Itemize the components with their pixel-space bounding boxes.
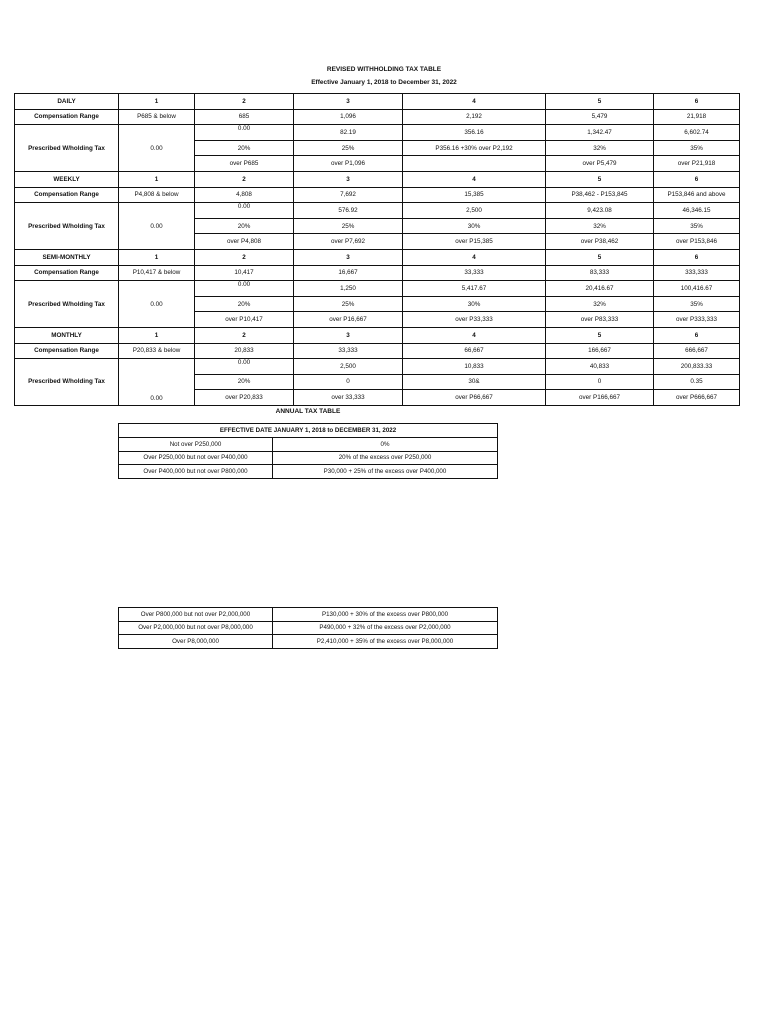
bracket-number: 4 bbox=[403, 94, 546, 110]
tax-value: 0 bbox=[294, 374, 403, 390]
compensation-value: 66,667 bbox=[403, 343, 546, 359]
tax-value: over P4,808 bbox=[195, 234, 294, 250]
tax-value: 0.00 bbox=[195, 125, 294, 141]
semimonthly-tax-row bbox=[15, 281, 740, 297]
semimonthly-header-row bbox=[15, 249, 740, 265]
compensation-range-label: Compensation Range bbox=[15, 265, 119, 281]
bracket-number: 1 bbox=[119, 327, 195, 343]
table-row bbox=[119, 465, 498, 479]
prescribed-tax-label: Prescribed W/holding Tax bbox=[15, 125, 119, 172]
bracket-1-tax: 0.00 bbox=[119, 359, 195, 406]
tax-value: 1,250 bbox=[294, 281, 403, 297]
tax-value: over P15,385 bbox=[403, 234, 546, 250]
tax-value: 46,346.15 bbox=[654, 203, 740, 219]
table-row bbox=[119, 438, 498, 452]
daily-header-row bbox=[15, 94, 740, 110]
bracket-tax: 20% of the excess over P250,000 bbox=[273, 451, 498, 465]
table-row bbox=[119, 635, 498, 649]
bracket-range: Over P400,000 but not over P800,000 bbox=[119, 465, 273, 479]
bracket-tax: P2,410,000 + 35% of the excess over P8,000,000 bbox=[273, 635, 498, 649]
tax-value: 82.19 bbox=[294, 125, 403, 141]
tax-value: over P33,333 bbox=[403, 312, 546, 328]
tax-value: over P666,667 bbox=[654, 390, 740, 406]
tax-value: 6,602.74 bbox=[654, 125, 740, 141]
bracket-tax: P490,000 + 32% of the excess over P2,000,000 bbox=[273, 621, 498, 635]
tax-value: 30% bbox=[403, 296, 546, 312]
tax-value: over P685 bbox=[195, 156, 294, 172]
tax-value: 576.92 bbox=[294, 203, 403, 219]
prescribed-tax-label: Prescribed W/holding Tax bbox=[15, 281, 119, 328]
tax-value: over P333,333 bbox=[654, 312, 740, 328]
compensation-value: 666,667 bbox=[654, 343, 740, 359]
bracket-1-tax: 0.00 bbox=[119, 281, 195, 328]
tax-value: over P66,667 bbox=[403, 390, 546, 406]
tax-value: 35% bbox=[654, 140, 740, 156]
bracket-number: 1 bbox=[119, 249, 195, 265]
tax-value: 20% bbox=[195, 374, 294, 390]
bracket-number: 5 bbox=[546, 249, 654, 265]
compensation-value: 5,479 bbox=[546, 109, 654, 125]
tax-value: 100,416.67 bbox=[654, 281, 740, 297]
compensation-value: 685 bbox=[195, 109, 294, 125]
tax-value: 20% bbox=[195, 296, 294, 312]
bracket-1-tax: 0.00 bbox=[119, 203, 195, 250]
tax-value: over P38,462 bbox=[546, 234, 654, 250]
tax-value: 32% bbox=[546, 218, 654, 234]
weekly-period-label: WEEKLY bbox=[15, 171, 119, 187]
tax-value: 0.35 bbox=[654, 374, 740, 390]
compensation-value: P153,846 and above bbox=[654, 187, 740, 203]
tax-value: 32% bbox=[546, 140, 654, 156]
semimonthly-compensation-row bbox=[15, 265, 740, 281]
compensation-value: 7,692 bbox=[294, 187, 403, 203]
bracket-number: 3 bbox=[294, 249, 403, 265]
tax-value: 35% bbox=[654, 218, 740, 234]
effective-date-subtitle: Effective January 1, 2018 to December 31, 2022 bbox=[311, 79, 457, 86]
bracket-range: Over P800,000 but not over P2,000,000 bbox=[119, 608, 273, 622]
tax-value: 20,416.67 bbox=[546, 281, 654, 297]
weekly-header-row bbox=[15, 171, 740, 187]
tax-value: 9,423.08 bbox=[546, 203, 654, 219]
tax-value: 2,500 bbox=[294, 359, 403, 375]
bracket-number: 3 bbox=[294, 327, 403, 343]
compensation-value: P38,462 - P153,845 bbox=[546, 187, 654, 203]
bracket-number: 5 bbox=[546, 171, 654, 187]
withholding-tax-table bbox=[14, 93, 740, 406]
tax-value: over 33,333 bbox=[294, 390, 403, 406]
bracket-number: 1 bbox=[119, 171, 195, 187]
bracket-number: 3 bbox=[294, 94, 403, 110]
prescribed-tax-label: Prescribed W/holding Tax bbox=[15, 359, 119, 406]
tax-value: 0 bbox=[546, 374, 654, 390]
bracket-number: 2 bbox=[195, 171, 294, 187]
bracket-1-tax: 0.00 bbox=[119, 125, 195, 172]
tax-value: 20% bbox=[195, 218, 294, 234]
compensation-range-label: Compensation Range bbox=[15, 109, 119, 125]
bracket-number: 5 bbox=[546, 327, 654, 343]
tax-value: 20% bbox=[195, 140, 294, 156]
compensation-value: 10,417 bbox=[195, 265, 294, 281]
tax-value: over P16,667 bbox=[294, 312, 403, 328]
tax-value: 356.16 bbox=[403, 125, 546, 141]
tax-value: over P83,333 bbox=[546, 312, 654, 328]
tax-value: over P5,479 bbox=[546, 156, 654, 172]
tax-value: over P7,692 bbox=[294, 234, 403, 250]
tax-value: 0.00 bbox=[195, 281, 294, 297]
compensation-value: 21,918 bbox=[654, 109, 740, 125]
weekly-tax-row bbox=[15, 203, 740, 219]
daily-compensation-row bbox=[15, 109, 740, 125]
tax-value: 25% bbox=[294, 296, 403, 312]
compensation-value: 33,333 bbox=[403, 265, 546, 281]
bracket-number: 2 bbox=[195, 327, 294, 343]
bracket-range: Not over P250,000 bbox=[119, 438, 273, 452]
compensation-value: 4,808 bbox=[195, 187, 294, 203]
compensation-value: 166,667 bbox=[546, 343, 654, 359]
compensation-value: 15,385 bbox=[403, 187, 546, 203]
bracket-number: 4 bbox=[403, 327, 546, 343]
tax-value: P356.16 +30% over P2,192 bbox=[403, 140, 546, 156]
tax-value: 40,833 bbox=[546, 359, 654, 375]
compensation-value: P685 & below bbox=[119, 109, 195, 125]
daily-period-label: DAILY bbox=[15, 94, 119, 110]
compensation-value: P20,833 & below bbox=[119, 343, 195, 359]
compensation-range-label: Compensation Range bbox=[15, 187, 119, 203]
bracket-range: Over P250,000 but not over P400,000 bbox=[119, 451, 273, 465]
tax-value: 5,417.67 bbox=[403, 281, 546, 297]
bracket-tax: 0% bbox=[273, 438, 498, 452]
bracket-number: 5 bbox=[546, 94, 654, 110]
bracket-number: 2 bbox=[195, 94, 294, 110]
bracket-number: 6 bbox=[654, 327, 740, 343]
compensation-value: 2,192 bbox=[403, 109, 546, 125]
tax-value: 25% bbox=[294, 218, 403, 234]
bracket-number: 6 bbox=[654, 94, 740, 110]
compensation-value: 33,333 bbox=[294, 343, 403, 359]
daily-tax-row bbox=[15, 125, 740, 141]
monthly-tax-row bbox=[15, 359, 740, 375]
tax-value: 0.00 bbox=[195, 203, 294, 219]
bracket-number: 2 bbox=[195, 249, 294, 265]
tax-value: over P20,833 bbox=[195, 390, 294, 406]
semimonthly-period-label: SEMI-MONTHLY bbox=[15, 249, 119, 265]
compensation-range-label: Compensation Range bbox=[15, 343, 119, 359]
annual-tax-table bbox=[118, 423, 498, 479]
tax-value: over P153,846 bbox=[654, 234, 740, 250]
table-row bbox=[119, 451, 498, 465]
tax-value: 200,833.33 bbox=[654, 359, 740, 375]
tax-value bbox=[403, 156, 546, 172]
compensation-value: 16,667 bbox=[294, 265, 403, 281]
tax-value: 10,833 bbox=[403, 359, 546, 375]
tax-value: 25% bbox=[294, 140, 403, 156]
tax-value: 2,500 bbox=[403, 203, 546, 219]
table-row bbox=[119, 608, 498, 622]
compensation-value: P10,417 & below bbox=[119, 265, 195, 281]
tax-value: 32% bbox=[546, 296, 654, 312]
tax-value: over P21,918 bbox=[654, 156, 740, 172]
compensation-value: 1,096 bbox=[294, 109, 403, 125]
bracket-number: 6 bbox=[654, 171, 740, 187]
bracket-tax: P30,000 + 25% of the excess over P400,000 bbox=[273, 465, 498, 479]
monthly-period-label: MONTHLY bbox=[15, 327, 119, 343]
tax-value: 0.00 bbox=[195, 359, 294, 375]
monthly-compensation-row bbox=[15, 343, 740, 359]
tax-value: over P1,096 bbox=[294, 156, 403, 172]
bracket-range: Over P2,000,000 but not over P8,000,000 bbox=[119, 621, 273, 635]
compensation-value: 333,333 bbox=[654, 265, 740, 281]
tax-value: 30& bbox=[403, 374, 546, 390]
annual-tax-table-title: ANNUAL TAX TABLE bbox=[275, 408, 341, 415]
tax-value: 1,342.47 bbox=[546, 125, 654, 141]
bracket-range: Over P8,000,000 bbox=[119, 635, 273, 649]
table-row bbox=[119, 621, 498, 635]
tax-value: over P166,667 bbox=[546, 390, 654, 406]
bracket-number: 3 bbox=[294, 171, 403, 187]
compensation-value: P4,808 & below bbox=[119, 187, 195, 203]
annual-tax-table-continued bbox=[118, 607, 498, 649]
bracket-number: 4 bbox=[403, 249, 546, 265]
compensation-value: 83,333 bbox=[546, 265, 654, 281]
bracket-number: 1 bbox=[119, 94, 195, 110]
monthly-header-row bbox=[15, 327, 740, 343]
bracket-number: 6 bbox=[654, 249, 740, 265]
weekly-compensation-row bbox=[15, 187, 740, 203]
annual-table-header: EFFECTIVE DATE JANUARY 1, 2018 to DECEMBER 31, 2022 bbox=[119, 424, 498, 438]
prescribed-tax-label: Prescribed W/holding Tax bbox=[15, 203, 119, 250]
page-title: REVISED WITHHOLDING TAX TABLE bbox=[326, 66, 442, 73]
bracket-number: 4 bbox=[403, 171, 546, 187]
bracket-tax: P130,000 + 30% of the excess over P800,000 bbox=[273, 608, 498, 622]
tax-value: 30% bbox=[403, 218, 546, 234]
tax-value: over P10,417 bbox=[195, 312, 294, 328]
compensation-value: 20,833 bbox=[195, 343, 294, 359]
tax-value: 35% bbox=[654, 296, 740, 312]
